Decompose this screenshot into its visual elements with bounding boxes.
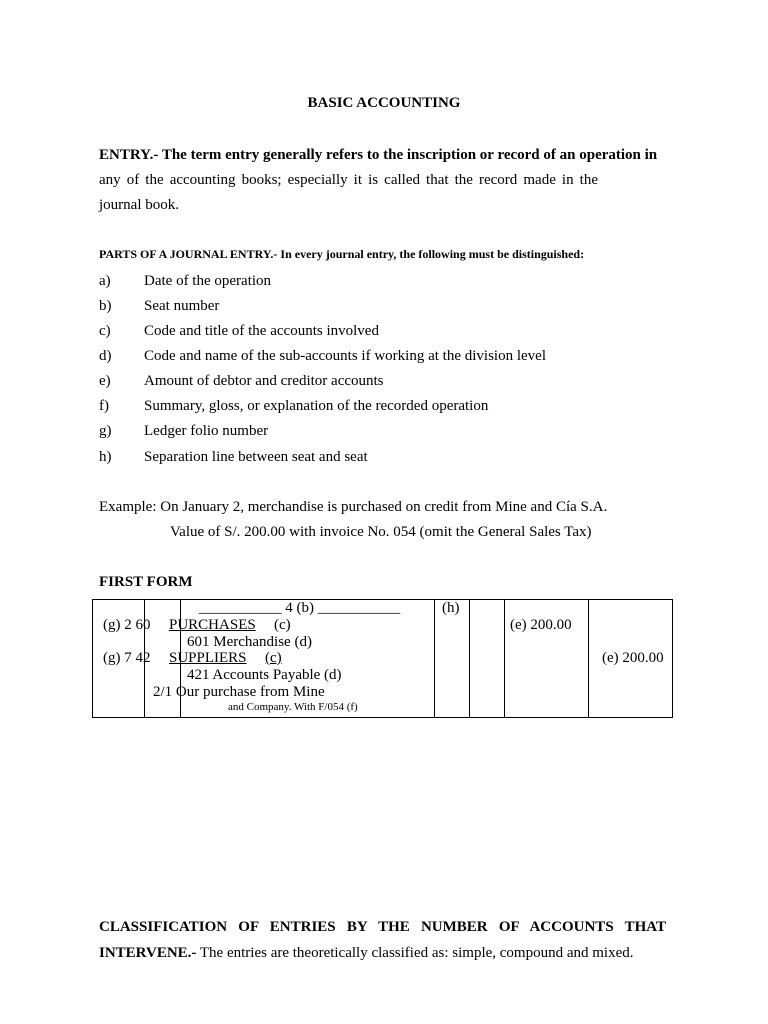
classification-text: The entries are theoretically classified as: simple, compound and mixed.	[196, 945, 634, 961]
seat-number-line: ___________ 4 (b) ___________	[199, 600, 401, 616]
list-item-letter: b)	[99, 298, 112, 314]
parts-heading: PARTS OF A JOURNAL ENTRY.- In every journal entry, the following must be distinguished:	[99, 247, 585, 261]
first-form-heading: FIRST FORM	[99, 574, 193, 590]
list-item-text: Date of the operation	[144, 273, 272, 289]
journal-entry-table	[92, 599, 673, 718]
separation-label: (h)	[442, 600, 460, 616]
classification-heading-end: INTERVENE.-	[99, 945, 197, 961]
credit-amount: (e) 200.00	[602, 650, 664, 666]
credit-account-tag: (c)	[265, 650, 282, 666]
gloss-line-1: 2/1 Our purchase from Mine	[153, 684, 325, 700]
page-title: BASIC ACCOUNTING	[307, 95, 461, 111]
list-item-text: Ledger folio number	[144, 423, 269, 439]
list-item-letter: f)	[99, 398, 109, 414]
column-divider	[588, 600, 589, 717]
list-item-letter: e)	[99, 373, 111, 389]
list-item-text: Seat number	[144, 298, 220, 314]
list-item-letter: g)	[99, 423, 112, 439]
debit-account-title: PURCHASES	[169, 617, 256, 633]
entry-definition-line-3: journal book.	[99, 197, 179, 213]
example-line-2: Value of S/. 200.00 with invoice No. 054 (omit the General Sales Tax)	[170, 524, 592, 540]
ledger-folio-debit: (g) 2 60	[103, 617, 151, 633]
column-divider	[434, 600, 435, 717]
list-item-text: Code and title of the accounts involved	[144, 323, 379, 339]
debit-subaccount: 601 Merchandise (d)	[187, 634, 312, 650]
credit-account-title: SUPPLIERS	[169, 650, 247, 666]
list-item-letter: c)	[99, 323, 111, 339]
gloss-line-2: and Company. With F/054 (f)	[228, 701, 358, 713]
column-divider	[469, 600, 470, 717]
credit-subaccount: 421 Accounts Payable (d)	[187, 667, 342, 683]
ledger-folio-credit: (g) 7 42	[103, 650, 151, 666]
classification-line-2	[99, 945, 634, 962]
list-item-text: Amount of debtor and creditor accounts	[144, 373, 384, 389]
entry-definition-line-1: ENTRY.- The term entry generally refers to the inscription or record of an operation in	[99, 147, 658, 163]
list-item-text: Separation line between seat and seat	[144, 449, 368, 465]
debit-amount: (e) 200.00	[510, 617, 572, 633]
list-item-letter: h)	[99, 449, 112, 465]
list-item-letter: d)	[99, 348, 112, 364]
entry-definition-line-2: any of the accounting books; especially it is called that the record made in the	[99, 172, 598, 188]
list-item-text: Summary, gloss, or explanation of the recorded operation	[144, 398, 489, 414]
list-item-text: Code and name of the sub-accounts if working at the division level	[144, 348, 546, 364]
debit-account-tag: (c)	[274, 617, 291, 633]
column-divider	[504, 600, 505, 717]
classification-heading: CLASSIFICATION OF ENTRIES BY THE NUMBER OF ACCOUNTS THAT	[99, 919, 666, 935]
example-line-1: Example: On January 2, merchandise is purchased on credit from Mine and Cía S.A.	[99, 499, 608, 515]
list-item-letter: a)	[99, 273, 111, 289]
